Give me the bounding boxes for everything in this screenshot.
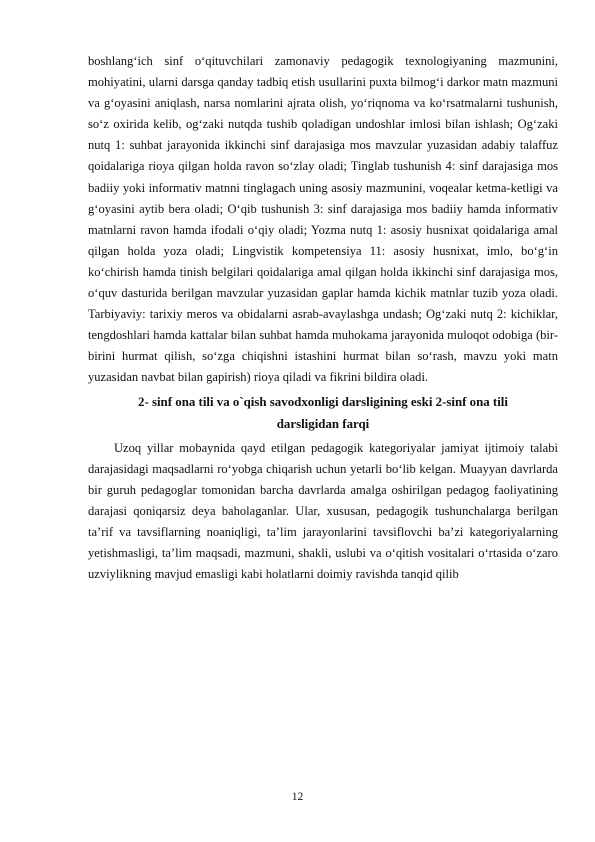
page-number: 12 [291,791,304,803]
body-paragraph-1: boshlang‘ich sinf o‘qituvchilari zamonaviy pedagogik texnologiyaning mazmunini, mohiyatini, ularni darsga qanday tadbiq etish usullarini puxta bilmog‘i darkor matn mazmuni va g‘oyasini aniqlash, narsa nomlarini ajrata olish, yo‘riqnoma va ko‘rsatmalarni tushunish, so‘z oxirida kelib, og‘zaki nutqda tushib qoladigan undoshlar imlosi bilan ishlash; Og‘zaki nutq 1: suhbat jarayonida ikkinchi sinf darajasiga mos mavzular yuzasidan adabiy talaffuz qoidalariga rioya qilgan holda ravon so‘zlay oladi; Tinglab tushunish 4: sinf darajasiga mos badiiy yoki informativ matnni tinglagach uning asosiy mazmunini, voqealar ketma-ketligi va g‘oyasini aytib bera oladi; O‘qib tushunish 3: sinf darajasiga mos badiiy hamda informativ matnlarni ravon hamda ifodali o‘qiy oladi; Yozma nutq 1: asosiy husnixat qoidalariga amal qilgan holda yoza oladi; Lingvistik kompetensiya 11: asosiy husnixat, imlo, bo‘g‘in ko‘chirish hamda tinish belgilari qoidalariga amal qilgan holda ikkinchi sinf darajasiga mos, o‘quv dasturida berilgan mavzular yuzasidan gaplar hamda kichik matnlar tuzib yoza oladi. Tarbiyaviy: tarixiy meros va obidalarni asrab-avaylashga undash; Og‘zaki nutq 2: kichiklar, tengdoshlari hamda kattalar bilan suhbat hamda muhokama jarayonida muloqot odobiga (bir-birini hurmat qilish, so‘zga chiqishni istashini hurmat bilan so‘rash, mavzu yoki matn yuzasidan navbat bilan gapirish) rioya qiladi va fikrini bildira oladi. [88,54,558,385]
body-paragraph-2: Uzoq yillar mobaynida qayd etilgan pedagogik kategoriyalar jamiyat ijtimoiy talabi darajasidagi maqsadlarni ro‘yobga chiqarish uchun yetarli bo‘lib kelgan. Muayyan davrlarda bir guruh pedagoglar tomonidan barcha davrlarda amalga oshirilgan pedagog faoliyatining darajasi qoniqarsiz deya baholaganlar. Ular, xususan, pedagogik tushunchalarga berilgan ta’rif va tavsiflarning noaniqligi, ta’lim jarayonlarini tavsiflovchi ba’zi kategoriyalarning yetishmasligi, ta’lim maqsadi, mazmuni, shakli, uslubi va o‘qitish vositalari o‘rtasida o‘zaro uzviylikning mavjud emasligi kabi holatlarni doimiy ravishda tanqid qilib [88,440,558,582]
document-page [88,51,558,585]
section-heading: 2- sinf ona tili va o`qish savodxonligi darsligining eski 2-sinf ona tili darsligidan farqi [138,394,508,431]
